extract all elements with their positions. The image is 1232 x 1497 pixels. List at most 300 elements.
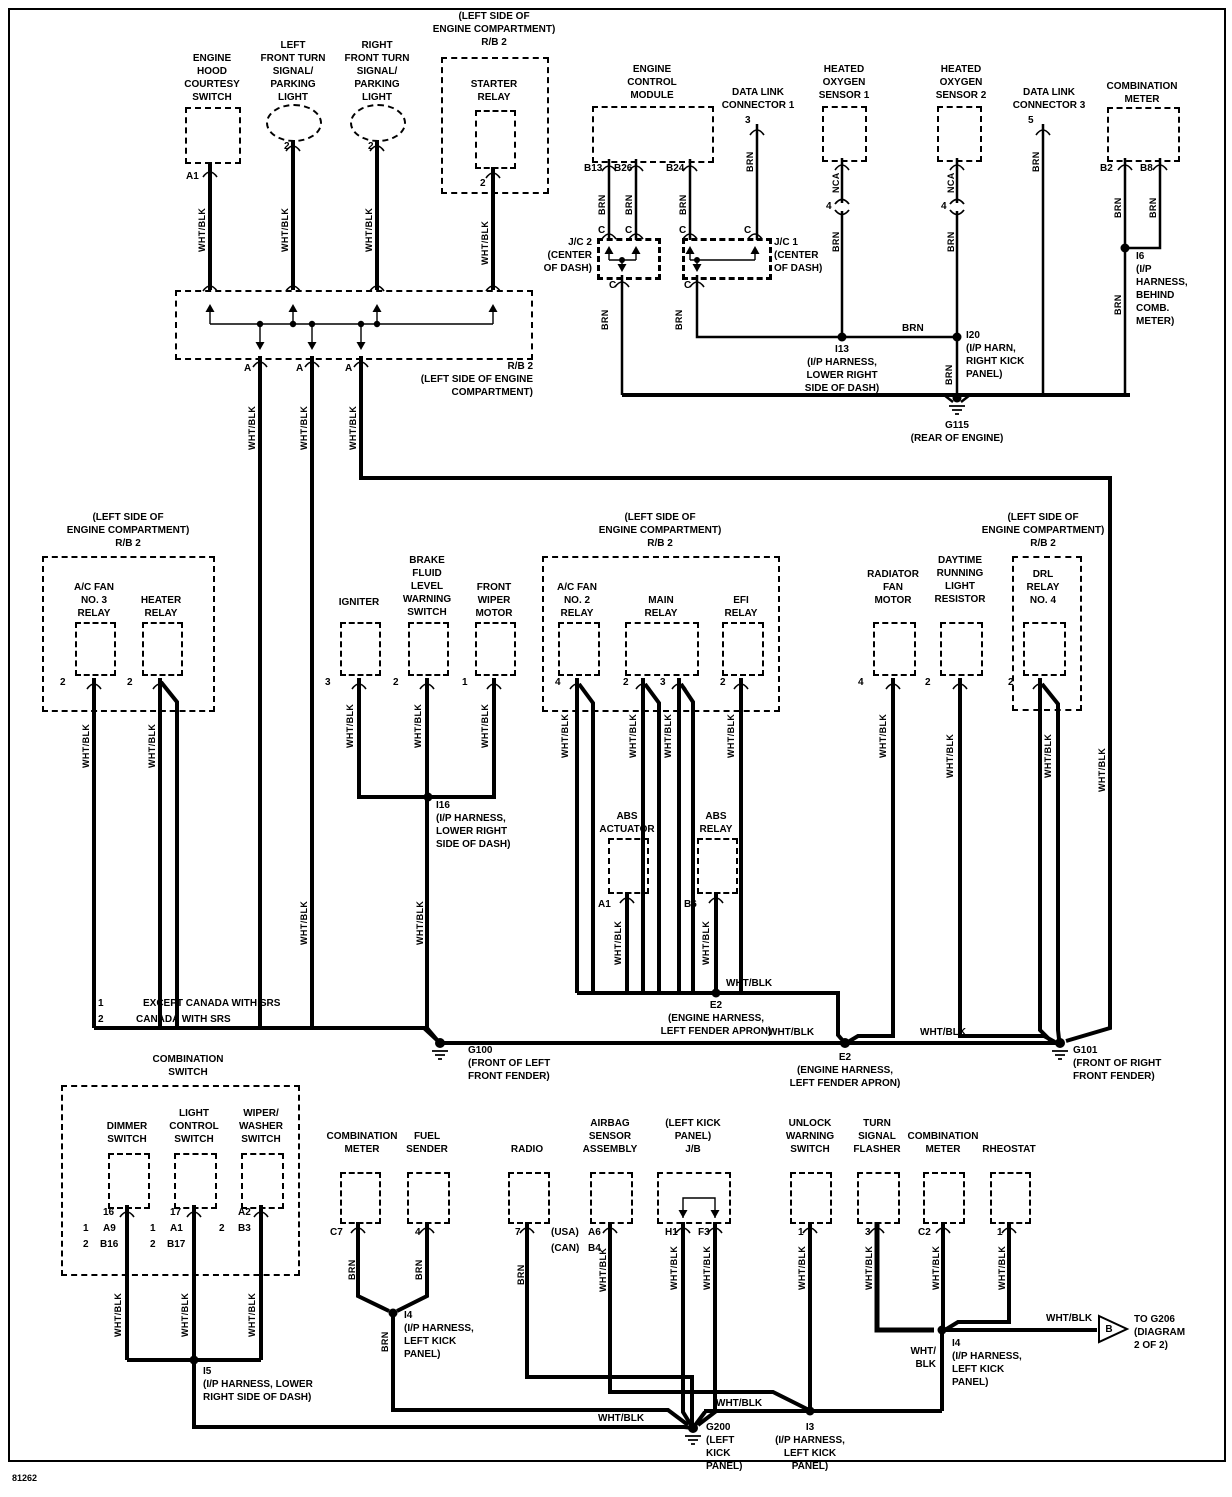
pin-4-radiator-text: 4 xyxy=(858,677,864,688)
lbl-starter-relay xyxy=(471,78,517,104)
lbl-jc1-line-2: OF DASH) xyxy=(774,263,823,274)
pin-3-main xyxy=(660,676,666,689)
lbl-light-control-switch-line-0: LIGHT xyxy=(178,1108,209,1119)
pin-h1 xyxy=(665,1226,678,1239)
wire-brn-17 xyxy=(379,1331,392,1352)
pin-h1-text: H1 xyxy=(665,1227,678,1238)
hdr-rb2-right-line-2: R/B 2 xyxy=(1030,538,1056,549)
hdr-rb2-starter-line-2: R/B 2 xyxy=(481,37,507,48)
wire-brn-8-text: BRN xyxy=(946,231,956,252)
pin-a1-abs-text: A1 xyxy=(598,899,611,910)
lbl-ho2s1 xyxy=(819,63,870,102)
lbl-radiator-fan-motor-line-2: MOTOR xyxy=(874,595,912,606)
lbl-turn-signal-flasher-line-1: SIGNAL xyxy=(858,1131,896,1142)
footnote-2-num-text: 2 xyxy=(98,1014,104,1025)
pin-a1-abs xyxy=(598,898,611,911)
pin-c-1 xyxy=(598,224,605,237)
box-right-turn-lamp xyxy=(350,104,406,142)
pin-1-unlock xyxy=(798,1226,804,1239)
lbl-dimmer-switch-line-0: DIMMER xyxy=(106,1121,148,1132)
lbl-connector-b xyxy=(1105,1323,1112,1336)
hdr-rb2-left-line-2: R/B 2 xyxy=(115,538,141,549)
lbl-starter-relay-line-1: RELAY xyxy=(477,92,511,103)
lbl-radiator-fan-motor-line-1: FAN xyxy=(882,582,903,593)
wire-whtblk-14 xyxy=(479,704,492,748)
lbl-splice-i6 xyxy=(1136,250,1188,328)
lbl-left-front-turn-signal-line-2: SIGNAL/ xyxy=(272,66,314,77)
box-engine-hood-switch xyxy=(185,107,241,164)
lbl-splice-i3-line-2: LEFT KICK xyxy=(783,1448,837,1459)
pin-2-wiperwasher xyxy=(219,1222,225,1235)
wire-brn-11-text: BRN xyxy=(1031,151,1041,172)
lbl-jc2-line-1: (CENTER xyxy=(547,250,592,261)
lbl-to-g206-line-0: TO G206 xyxy=(1134,1314,1175,1325)
lbl-splice-i4-b-line-1: (I/P HARNESS, xyxy=(952,1351,1022,1362)
pin-b26-text: B26 xyxy=(614,163,633,174)
wire-brn-1 xyxy=(596,194,609,215)
pin-a9 xyxy=(103,1222,116,1235)
wire-whtblk-20-text: WHT/BLK xyxy=(945,733,955,778)
box-fuel-sender xyxy=(407,1172,450,1224)
lbl-ac-fan-2-relay-line-0: A/C FAN xyxy=(557,582,597,593)
lbl-ground-g200-line-2: KICK xyxy=(706,1448,731,1459)
box-main-relay xyxy=(625,622,699,676)
lbl-splice-i20 xyxy=(966,329,1024,381)
footnote-1-num-text: 1 xyxy=(98,998,104,1009)
hdr-rb2-mid xyxy=(599,511,722,550)
wire-whtblk-2line-line-1: BLK xyxy=(915,1359,936,1370)
lbl-splice-i16-line-3: SIDE OF DASH) xyxy=(436,839,511,850)
wire-brn-13 xyxy=(1147,197,1160,218)
pin-2-heater-text: 2 xyxy=(127,677,133,688)
box-ho2s2 xyxy=(937,106,982,162)
pin-1-unlock-text: 1 xyxy=(798,1227,804,1238)
wire-brn-16 xyxy=(515,1264,528,1285)
footnote-1-text xyxy=(143,997,280,1010)
pin-usa-text: (USA) xyxy=(551,1227,579,1238)
wire-brn-14-text: BRN xyxy=(347,1259,357,1280)
wire-whtblk-7 xyxy=(347,406,360,450)
lbl-ground-g101-line-1: (FRONT OF RIGHT xyxy=(1073,1058,1162,1069)
wire-whtblk-2-text: WHT/BLK xyxy=(280,207,290,252)
lbl-splice-e2-b xyxy=(790,1051,901,1090)
pin-2-lightctl xyxy=(150,1238,156,1251)
lbl-fuel-sender-line-1: SENDER xyxy=(406,1144,448,1155)
wire-whtblk-13 xyxy=(412,704,425,748)
lbl-drl-resistor xyxy=(935,554,986,606)
lbl-jc1 xyxy=(774,236,822,275)
lbl-igniter xyxy=(339,596,380,609)
wire-whtblk-27 xyxy=(246,1293,259,1337)
lbl-airbag-sensor-line-1: SENSOR xyxy=(588,1131,632,1142)
wire-whtblk-h5-text: WHT/BLK xyxy=(598,1413,645,1424)
lbl-starter-relay-line-0: STARTER xyxy=(470,79,518,90)
pin-2-resistor-text: 2 xyxy=(925,677,931,688)
lbl-splice-i20-line-0: I20 xyxy=(966,330,980,341)
lbl-ac-fan-3-relay-line-1: NO. 3 xyxy=(80,595,108,606)
lbl-rb2-top-note-line-2: COMPARTMENT) xyxy=(451,387,533,398)
pin-1-rheostat-text: 1 xyxy=(997,1227,1003,1238)
box-dimmer-switch xyxy=(108,1153,150,1209)
lbl-ground-g101-line-0: G101 xyxy=(1073,1045,1098,1056)
page-number xyxy=(12,1472,37,1485)
hdr-rb2-mid-line-2: R/B 2 xyxy=(647,538,673,549)
pin-7-radio xyxy=(515,1226,521,1239)
lbl-ground-g115-line-1: (REAR OF ENGINE) xyxy=(910,433,1004,444)
lbl-radio-line-0: RADIO xyxy=(510,1144,544,1155)
lbl-unlock-warning-switch-line-0: UNLOCK xyxy=(788,1118,832,1129)
lbl-light-control-switch xyxy=(169,1107,218,1146)
wire-brn-5-text: BRN xyxy=(600,309,610,330)
hdr-rb2-right xyxy=(982,511,1105,550)
wire-nca-2-text: NCA xyxy=(946,172,956,193)
lbl-unlock-warning-switch xyxy=(786,1117,834,1156)
wire-whtblk-17 xyxy=(662,714,675,758)
pin-2-resistor xyxy=(925,676,931,689)
lbl-dimmer-switch-line-1: SWITCH xyxy=(107,1134,147,1145)
wire-whtblk-16-text: WHT/BLK xyxy=(628,713,638,758)
pin-b13 xyxy=(584,162,602,175)
lbl-connector-b-text: B xyxy=(1105,1324,1113,1335)
pin-a-2 xyxy=(296,362,303,375)
box-starter-relay xyxy=(475,110,516,169)
wire-whtblk-12 xyxy=(344,704,357,748)
lbl-engine-hood-courtesy-switch-line-1: HOOD xyxy=(197,66,227,77)
wire-whtblk-30-text: WHT/BLK xyxy=(702,1245,712,1290)
lbl-ground-g115 xyxy=(911,419,1004,445)
lbl-splice-i4-b-line-0: I4 xyxy=(952,1338,961,1349)
lbl-radio xyxy=(511,1143,543,1156)
wire-whtblk-h3-text: WHT/BLK xyxy=(768,1027,815,1038)
wire-nca-1 xyxy=(830,172,843,193)
lbl-right-front-turn-signal xyxy=(345,39,410,104)
wire-brn-16-text: BRN xyxy=(516,1264,526,1285)
lbl-brake-fluid-switch-line-2: LEVEL xyxy=(410,581,444,592)
pin-c7-text: C7 xyxy=(330,1227,343,1238)
box-light-control-switch xyxy=(174,1153,217,1209)
pin-2-left-turn xyxy=(284,140,290,153)
box-efi-relay xyxy=(722,622,764,676)
lbl-splice-i16-line-2: LOWER RIGHT xyxy=(436,826,508,837)
lbl-comb-meter-3-line-1: METER xyxy=(925,1144,961,1155)
lbl-front-wiper-motor-line-0: FRONT xyxy=(476,582,512,593)
wire-whtblk-19 xyxy=(877,714,890,758)
box-flasher xyxy=(857,1172,900,1224)
box-brake-fluid-switch xyxy=(408,622,449,676)
pin-1-rheostat xyxy=(997,1226,1003,1239)
lbl-right-front-turn-signal-line-2: SIGNAL/ xyxy=(356,66,398,77)
lbl-turn-signal-flasher-line-2: FLASHER xyxy=(853,1144,901,1155)
lbl-light-control-switch-line-1: CONTROL xyxy=(169,1121,219,1132)
pin-a1-hood xyxy=(186,170,199,183)
wire-whtblk-16 xyxy=(627,714,640,758)
lbl-abs-actuator-line-0: ABS xyxy=(616,811,638,822)
pin-b8 xyxy=(1140,162,1153,175)
lbl-ground-g115-line-0: G115 xyxy=(945,420,969,431)
lbl-front-wiper-motor xyxy=(475,581,512,620)
lbl-drl-resistor-line-0: DAYTIME xyxy=(937,555,983,566)
pin-can xyxy=(551,1242,579,1255)
lbl-dlc1-line-0: DATA LINK xyxy=(731,87,785,98)
lbl-splice-i4-b-line-3: PANEL) xyxy=(952,1377,989,1388)
hdr-rb2-starter-line-1: ENGINE COMPARTMENT) xyxy=(432,24,556,35)
pin-usa xyxy=(551,1226,579,1239)
hdr-rb2-mid-line-1: ENGINE COMPARTMENT) xyxy=(598,525,722,536)
lbl-ho2s2-line-2: SENSOR 2 xyxy=(935,90,987,101)
lbl-splice-i4-b xyxy=(952,1337,1022,1389)
pin-2-heater xyxy=(127,676,133,689)
pin-2-drl-text: 2 xyxy=(1008,677,1014,688)
box-radio xyxy=(508,1172,550,1224)
lbl-comb-meter-3 xyxy=(908,1130,979,1156)
lbl-radiator-fan-motor xyxy=(867,568,919,607)
lbl-radiator-fan-motor-line-0: RADIATOR xyxy=(867,569,919,580)
lbl-left-front-turn-signal-line-0: LEFT xyxy=(280,40,306,51)
wire-whtblk-28-text: WHT/BLK xyxy=(598,1247,608,1292)
pin-c-4-text: C xyxy=(744,225,752,236)
pin-b2-text: B2 xyxy=(1100,163,1113,174)
lbl-splice-e2-a xyxy=(661,999,772,1038)
pin-5-dlc3-text: 5 xyxy=(1028,115,1034,126)
lbl-jc1-line-0: J/C 1 xyxy=(774,237,798,248)
lbl-splice-e2-b-line-1: (ENGINE HARNESS, xyxy=(796,1065,894,1076)
lbl-rheostat-line-0: RHEOSTAT xyxy=(982,1144,1036,1155)
lbl-abs-relay xyxy=(700,810,733,836)
lbl-light-control-switch-line-2: SWITCH xyxy=(174,1134,214,1145)
pin-b3-text: B3 xyxy=(238,1223,251,1234)
lbl-splice-i5-line-0: I5 xyxy=(203,1366,212,1377)
wire-whtblk-21-text: WHT/BLK xyxy=(1043,733,1053,778)
pin-c-3-text: C xyxy=(679,225,687,236)
lbl-airbag-sensor xyxy=(583,1117,638,1156)
lbl-ac-fan-3-relay-line-2: RELAY xyxy=(77,608,111,619)
wire-whtblk-14-text: WHT/BLK xyxy=(480,703,490,748)
pin-3-igniter xyxy=(325,676,331,689)
pin-16 xyxy=(103,1206,114,1219)
wire-brn-17-text: BRN xyxy=(380,1331,390,1352)
wire-brn-4 xyxy=(744,151,757,172)
lbl-splice-i6-line-0: I6 xyxy=(1136,251,1145,262)
lbl-to-g206-line-2: 2 OF 2) xyxy=(1134,1340,1168,1351)
lbl-dlc1-line-1: CONNECTOR 1 xyxy=(721,100,795,111)
pin-2-dimmer xyxy=(83,1238,89,1251)
pin-c-6 xyxy=(684,279,691,292)
pin-b13-text: B13 xyxy=(584,163,603,174)
wire-brn-3-text: BRN xyxy=(678,194,688,215)
lbl-splice-e2-a-line-2: LEFT FENDER APRON) xyxy=(660,1026,772,1037)
box-ho2s1 xyxy=(822,106,867,162)
wire-nca-2 xyxy=(945,172,958,193)
pin-1-wiper xyxy=(462,676,468,689)
ground-symbol-g100 xyxy=(432,1051,448,1059)
wire-whtblk-34-text: WHT/BLK xyxy=(997,1245,1007,1290)
pin-a6-text: A6 xyxy=(588,1227,601,1238)
wire-whtblk-31 xyxy=(796,1246,809,1290)
pin-b16 xyxy=(100,1238,118,1251)
lbl-efi-relay-line-1: RELAY xyxy=(724,608,758,619)
lbl-left-front-turn-signal-line-3: PARKING xyxy=(270,79,316,90)
pin-17 xyxy=(170,1206,181,1219)
wire-whtblk-18-text: WHT/BLK xyxy=(726,713,736,758)
lbl-splice-i6-line-3: BEHIND xyxy=(1136,290,1175,301)
lbl-jc1-line-1: (CENTER xyxy=(774,250,819,261)
lbl-splice-i3 xyxy=(775,1421,845,1473)
wire-brn-2-text: BRN xyxy=(624,194,634,215)
pin-c-1-text: C xyxy=(598,225,606,236)
lbl-dimmer-switch xyxy=(107,1120,148,1146)
lbl-turn-signal-flasher xyxy=(853,1117,900,1156)
lbl-comb-meter-2-line-0: COMBINATION xyxy=(326,1131,398,1142)
wire-whtblk-1-text: WHT/BLK xyxy=(197,207,207,252)
pin-a2-wiper-text: A2 xyxy=(238,1207,251,1218)
lbl-wiper-washer-switch-line-0: WIPER/ xyxy=(243,1108,279,1119)
wire-whtblk-26 xyxy=(179,1293,192,1337)
wire-whtblk-11-text: WHT/BLK xyxy=(147,723,157,768)
lbl-brake-fluid-switch-line-3: WARNING xyxy=(402,594,452,605)
wire-brn-6-text: BRN xyxy=(674,309,684,330)
lbl-main-relay-line-1: RELAY xyxy=(644,608,678,619)
wire-whtblk-11 xyxy=(146,724,159,768)
wire-whtblk-32 xyxy=(863,1246,876,1290)
lbl-ho2s2-line-0: HEATED xyxy=(940,64,982,75)
lbl-brake-fluid-switch-line-0: BRAKE xyxy=(409,555,445,566)
pin-4-fuel xyxy=(415,1226,421,1239)
hdr-rb2-right-line-1: ENGINE COMPARTMENT) xyxy=(981,525,1105,536)
lbl-ground-g100-line-1: (FRONT OF LEFT xyxy=(468,1058,551,1069)
wire-brn-7 xyxy=(830,231,843,252)
lbl-splice-i13-line-2: LOWER RIGHT xyxy=(806,370,878,381)
pin-3-dlc1-text: 3 xyxy=(745,115,751,126)
pin-f3 xyxy=(698,1226,710,1239)
lbl-splice-e2-b-line-2: LEFT FENDER APRON) xyxy=(789,1078,901,1089)
pin-4-ho2s2 xyxy=(941,200,947,213)
pin-a1-hood-text: A1 xyxy=(186,171,199,182)
lbl-ground-g100 xyxy=(468,1044,550,1083)
wire-brn-10 xyxy=(1112,294,1125,315)
pin-1-wiper-text: 1 xyxy=(462,677,468,688)
lbl-splice-i5-line-2: RIGHT SIDE OF DASH) xyxy=(203,1392,312,1403)
wire-whtblk-33 xyxy=(930,1246,943,1290)
pin-1-dimmer-text: 1 xyxy=(83,1223,89,1234)
wire-whtblk-9-text: WHT/BLK xyxy=(415,900,425,945)
lbl-heater-relay xyxy=(141,594,181,620)
lbl-splice-i6-line-1: (I/P xyxy=(1136,264,1152,275)
lbl-splice-i20-line-1: (I/P HARN, xyxy=(966,343,1016,354)
wire-whtblk-2line xyxy=(910,1345,936,1371)
lbl-drl-relay-4-line-0: DRL xyxy=(1032,569,1054,580)
pin-2-brake-text: 2 xyxy=(393,677,399,688)
wire-whtblk-h4 xyxy=(920,1026,966,1039)
page-number-text: 81262 xyxy=(12,1473,38,1483)
wire-whtblk-22-text: WHT/BLK xyxy=(1097,747,1107,792)
pin-2-starter xyxy=(480,177,486,190)
wire-brn-h1 xyxy=(902,322,924,335)
lbl-dlc3 xyxy=(1013,86,1086,112)
box-ac-fan-2-relay xyxy=(558,622,600,676)
pin-a-2-text: A xyxy=(296,363,304,374)
pin-a-3 xyxy=(345,362,352,375)
lbl-ho2s1-line-0: HEATED xyxy=(823,64,865,75)
box-comb-meter-1 xyxy=(1107,107,1180,162)
wire-whtblk-5-text: WHT/BLK xyxy=(247,405,257,450)
lbl-drl-relay-4-line-2: NO. 4 xyxy=(1029,595,1057,606)
lbl-ac-fan-2-relay-line-2: RELAY xyxy=(560,608,594,619)
pin-a-1-text: A xyxy=(244,363,252,374)
lbl-drl-relay-4-line-1: RELAY xyxy=(1026,582,1060,593)
lbl-drl-resistor-line-3: RESISTOR xyxy=(934,594,986,605)
lbl-ground-g101 xyxy=(1073,1044,1161,1083)
wire-brn-5 xyxy=(599,309,612,330)
wire-whtblk-25 xyxy=(112,1293,125,1337)
lbl-heater-relay-line-0: HEATER xyxy=(140,595,182,606)
pin-a6 xyxy=(588,1226,601,1239)
wire-brn-12 xyxy=(1112,197,1125,218)
lbl-jb-left-kick-line-1: PANEL) xyxy=(674,1131,712,1142)
lbl-dlc3-line-0: DATA LINK xyxy=(1022,87,1076,98)
pin-b6-abs xyxy=(684,898,697,911)
lbl-unlock-warning-switch-line-1: WARNING xyxy=(785,1131,835,1142)
lbl-right-front-turn-signal-line-3: PARKING xyxy=(354,79,400,90)
pin-f3-text: F3 xyxy=(698,1227,710,1238)
wire-whtblk-1 xyxy=(196,208,209,252)
wire-brn-6 xyxy=(673,309,686,330)
lbl-ground-g100-line-2: FRONT FENDER) xyxy=(468,1071,550,1082)
pin-2-efi-text: 2 xyxy=(720,677,726,688)
pin-5-dlc3 xyxy=(1028,114,1034,127)
pin-2-drl xyxy=(1008,676,1014,689)
box-heater-relay xyxy=(142,622,183,676)
lbl-combination-switch-line-0: COMBINATION xyxy=(152,1054,224,1065)
lbl-ac-fan-3-relay-line-0: A/C FAN xyxy=(74,582,114,593)
pin-4-fuel-text: 4 xyxy=(415,1227,421,1238)
footnote-1-text-text: EXCEPT CANADA WITH SRS xyxy=(143,998,281,1009)
lbl-ac-fan-2-relay-line-1: NO. 2 xyxy=(563,595,591,606)
wire-whtblk-34 xyxy=(996,1246,1009,1290)
box-jc1 xyxy=(682,238,772,280)
lbl-ecm-line-0: ENGINE xyxy=(632,64,672,75)
pin-4-acfan2 xyxy=(555,676,561,689)
pin-1-lightctl-text: 1 xyxy=(150,1223,156,1234)
wire-whtblk-24-text: WHT/BLK xyxy=(701,920,711,965)
lbl-rb2-top-note-line-0: R/B 2 xyxy=(507,361,533,372)
pin-c-4 xyxy=(744,224,751,237)
lbl-left-front-turn-signal-line-4: LIGHT xyxy=(278,92,308,103)
pin-b4-text: B4 xyxy=(588,1243,601,1254)
pin-a9-text: A9 xyxy=(103,1223,116,1234)
wire-whtblk-h2-text: WHT/BLK xyxy=(726,978,773,989)
wire-whtblk-29 xyxy=(668,1246,681,1290)
wire-whtblk-26-text: WHT/BLK xyxy=(180,1292,190,1337)
footnote-2-text xyxy=(136,1013,231,1026)
lbl-rb2-top-note xyxy=(421,360,533,399)
lbl-splice-i5-line-1: (I/P HARNESS, LOWER xyxy=(203,1379,313,1390)
pin-3-main-text: 3 xyxy=(660,677,666,688)
ground-symbol-g115 xyxy=(949,406,965,414)
wire-whtblk-3-text: WHT/BLK xyxy=(364,207,374,252)
pin-3-igniter-text: 3 xyxy=(325,677,331,688)
lbl-heater-relay-line-1: RELAY xyxy=(144,608,178,619)
lbl-combination-switch-line-1: SWITCH xyxy=(168,1067,208,1078)
wire-brn-14 xyxy=(346,1259,359,1280)
wire-whtblk-30 xyxy=(701,1246,714,1290)
pin-b8-text: B8 xyxy=(1140,163,1153,174)
lbl-right-front-turn-signal-line-4: LIGHT xyxy=(362,92,392,103)
pin-3-flasher xyxy=(865,1226,871,1239)
lbl-splice-e2-a-line-1: (ENGINE HARNESS, xyxy=(667,1013,765,1024)
box-drl-resistor xyxy=(940,622,983,676)
lbl-engine-hood-courtesy-switch-line-2: COURTESY xyxy=(184,79,240,90)
wire-brn-h1-text: BRN xyxy=(902,323,924,334)
